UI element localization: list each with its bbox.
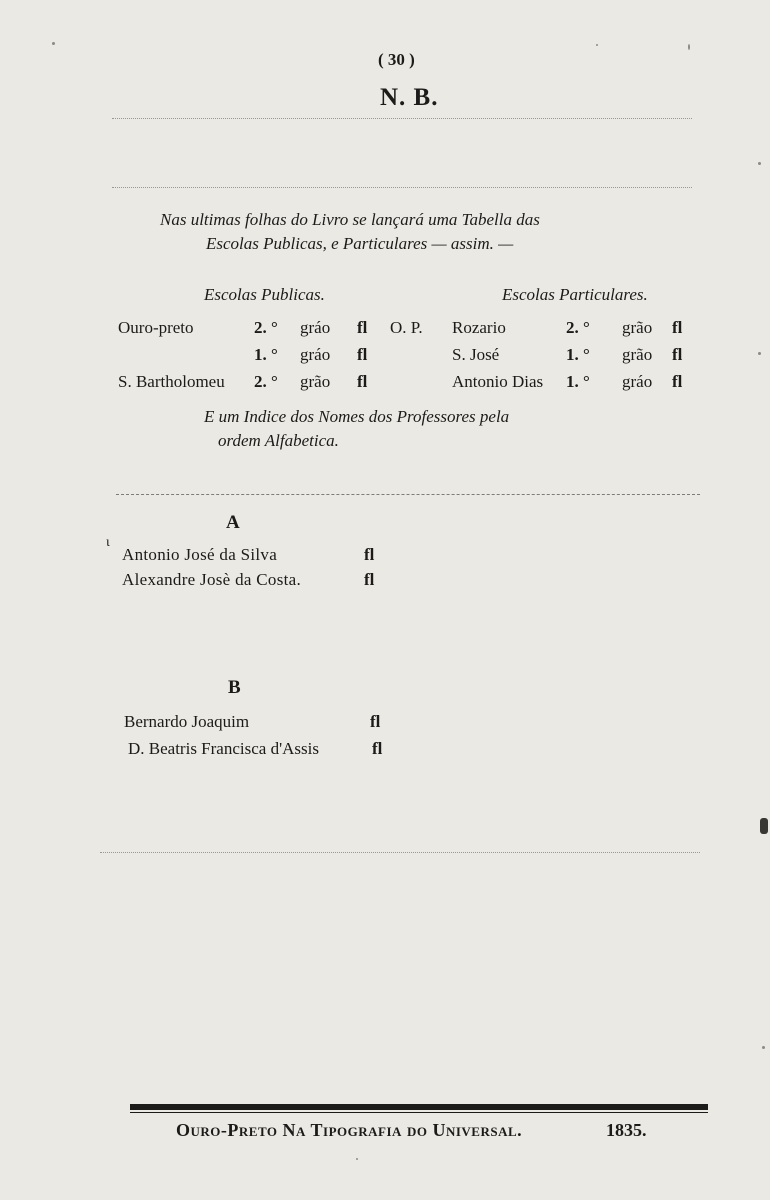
index-letter-a: A — [226, 512, 240, 533]
professor-name: D. Beatris Francisca d'Assis — [128, 739, 319, 758]
grade-word: gráo — [622, 372, 653, 391]
folio-mark: fl — [672, 345, 683, 364]
folio-mark: fl — [357, 318, 368, 337]
folio-mark: fl — [364, 545, 375, 564]
grade-word: gráo — [300, 345, 331, 364]
professor-name: Alexandre Josè da Costa. — [122, 570, 302, 589]
grade-number: 2. ° — [254, 318, 278, 337]
place-prefix: O. P. — [390, 318, 423, 337]
page-title: N. B. — [380, 84, 439, 111]
school-name: S. José — [452, 345, 500, 364]
folio-mark: fl — [370, 712, 381, 731]
grade-word: grão — [622, 318, 653, 337]
index-letter-b: B — [228, 677, 241, 698]
index-note-line: ordem Alfabetica. — [218, 431, 339, 450]
private-schools-heading: Escolas Particulares. — [502, 285, 648, 304]
separator-line — [112, 118, 692, 119]
folio-mark: fl — [372, 739, 383, 758]
separator-line — [112, 187, 692, 188]
footer-rule — [130, 1104, 708, 1110]
grade-number: 2. ° — [254, 372, 278, 391]
school-name: Rozario — [452, 318, 506, 337]
grade-number: 1. ° — [566, 372, 590, 391]
scan-speck — [758, 352, 761, 355]
grade-word: grão — [622, 345, 653, 364]
separator-line — [100, 852, 700, 853]
index-note-line: E um Indice dos Nomes dos Professores pela — [204, 407, 510, 426]
grade-number: 1. ° — [254, 345, 278, 364]
imprint-year: 1835. — [606, 1120, 647, 1140]
scan-speck — [760, 818, 768, 834]
grade-number: 1. ° — [566, 345, 590, 364]
intro-line: Nas ultimas folhas do Livro se lançará uma Tabella das — [160, 210, 540, 229]
grade-word: gráo — [300, 318, 331, 337]
margin-mark: ɩ — [106, 535, 110, 550]
scan-speck — [762, 1046, 765, 1049]
place-name: S. Bartholomeu — [118, 372, 225, 391]
folio-mark: fl — [357, 372, 368, 391]
folio-mark: fl — [364, 570, 375, 589]
imprint: Ouro-Preto Na Tipografia do Universal. — [176, 1120, 523, 1140]
scan-speck — [52, 42, 55, 45]
scan-speck — [688, 44, 690, 50]
public-schools-heading: Escolas Publicas. — [204, 285, 325, 304]
school-name: Antonio Dias — [452, 372, 544, 391]
scan-speck — [356, 1158, 358, 1160]
page-number: ( 30 ) — [378, 50, 415, 69]
grade-number: 2. ° — [566, 318, 590, 337]
separator-line — [116, 494, 700, 495]
grade-word: grão — [300, 372, 331, 391]
folio-mark: fl — [672, 318, 683, 337]
folio-mark: fl — [672, 372, 683, 391]
professor-name: Bernardo Joaquim — [124, 712, 250, 731]
scan-speck — [758, 162, 761, 165]
intro-line: Escolas Publicas, e Particulares — assim. — — [206, 234, 514, 253]
professor-name: Antonio José da Silva — [122, 545, 278, 564]
footer-rule — [130, 1112, 708, 1113]
scan-speck — [596, 44, 598, 46]
folio-mark: fl — [357, 345, 368, 364]
place-name: Ouro-preto — [118, 318, 194, 337]
